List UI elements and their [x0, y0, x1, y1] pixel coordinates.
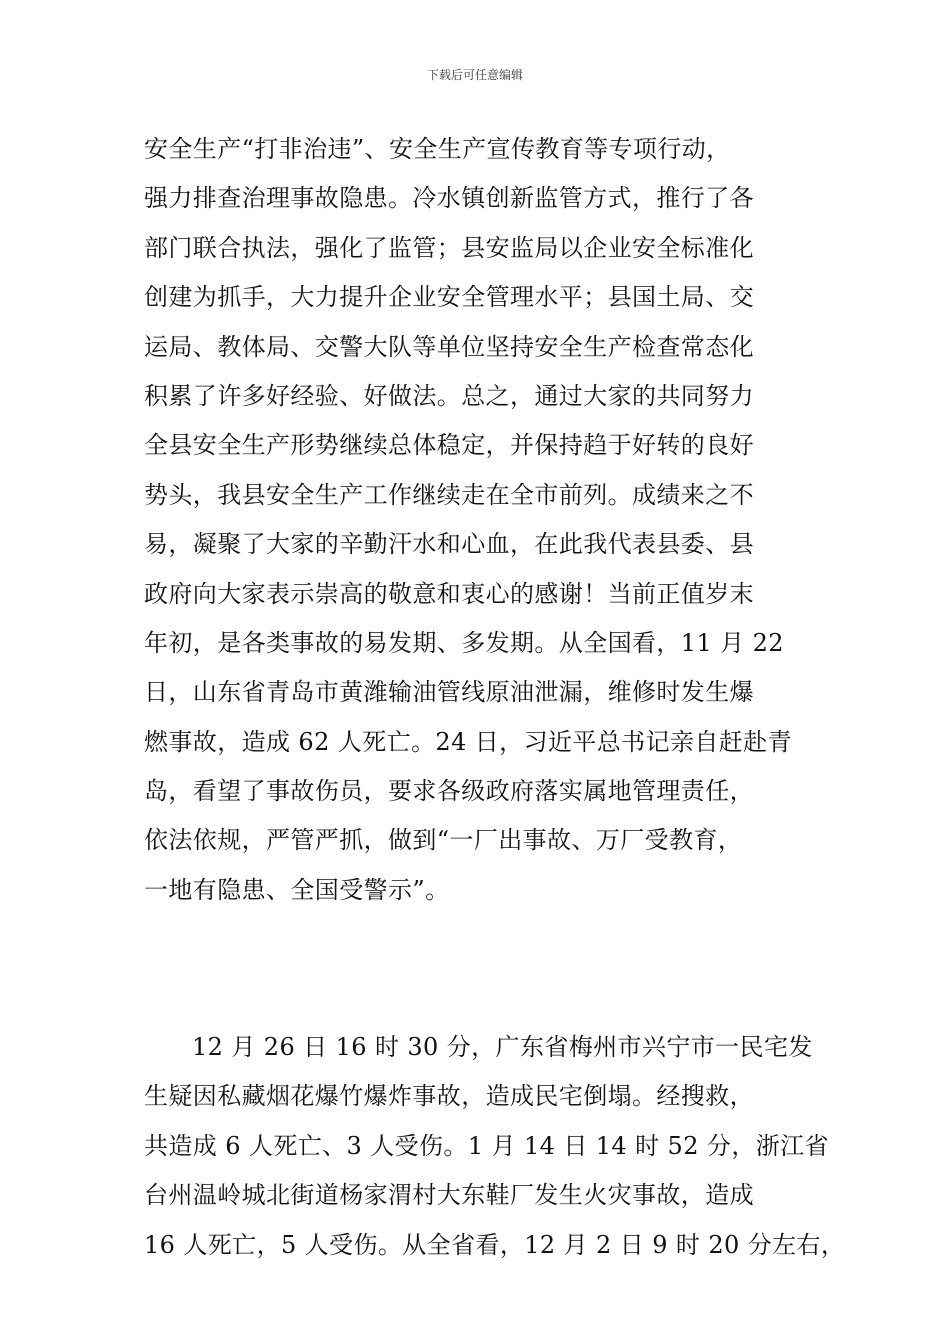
text-line: 生疑因私藏烟花爆竹爆炸事故，造成民宅倒塌。经搜救， — [144, 1082, 754, 1111]
paragraph-2 — [144, 1023, 846, 1270]
text-line: 共造成 6 人死亡、3 人受伤。1 月 14 日 14 时 52 分，浙江省 — [144, 1131, 829, 1160]
text-line: 政府向大家表示崇高的敬意和衷心的感谢！当前正值岁末 — [144, 579, 754, 608]
text-line: 岛，看望了事故伤员，要求各级政府落实属地管理责任， — [144, 777, 754, 806]
text-line: 全县安全生产形势继续总体稳定，并保持趋于好转的良好 — [144, 431, 754, 460]
page-header: 下载后可任意编辑 — [426, 68, 523, 82]
text-line: 部门联合执法，强化了监管；县安监局以企业安全标准化 — [144, 233, 754, 262]
text-line: 一地有隐患、全国受警示”。 — [144, 875, 450, 904]
text-line: 运局、教体局、交警大队等单位坚持安全生产检查常态化 — [144, 332, 754, 361]
text-line: 16 人死亡，5 人受伤。从全省看，12 月 2 日 9 时 20 分左右， — [144, 1230, 846, 1259]
text-line-first: 12 月 26 日 16 时 30 分，广东省梅州市兴宁市一民宅发 — [192, 1033, 813, 1061]
text-line: 日，山东省青岛市黄潍输油管线原油泄漏，维修时发生爆 — [144, 678, 754, 707]
text-line: 创建为抓手，大力提升企业安全管理水平；县国土局、交 — [144, 283, 754, 312]
text-line: 依法依规，严管严抓，做到“一厂出事故、万厂受教育， — [144, 826, 743, 855]
text-line: 积累了许多好经验、好做法。总之，通过大家的共同努力 — [144, 381, 754, 410]
text-line: 势头，我县安全生产工作继续走在全市前列。成绩来之不 — [144, 480, 754, 509]
text-line: 强力排查治理事故隐患。冷水镇创新监管方式，推行了各 — [144, 184, 754, 213]
text-line: 台州温岭城北街道杨家渭村大东鞋厂发生火灾事故，造成 — [144, 1181, 754, 1210]
paragraph-1 — [144, 125, 834, 915]
text-line: 安全生产“打非治违”、安全生产宣传教育等专项行动， — [144, 135, 731, 163]
text-line: 年初，是各类事故的易发期、多发期。从全国看，11 月 22 — [144, 628, 784, 657]
text-line: 易，凝聚了大家的辛勤汗水和心血，在此我代表县委、县 — [144, 530, 754, 559]
text-line: 燃事故，造成 62 人死亡。24 日，习近平总书记亲自赶赴青 — [144, 727, 792, 756]
